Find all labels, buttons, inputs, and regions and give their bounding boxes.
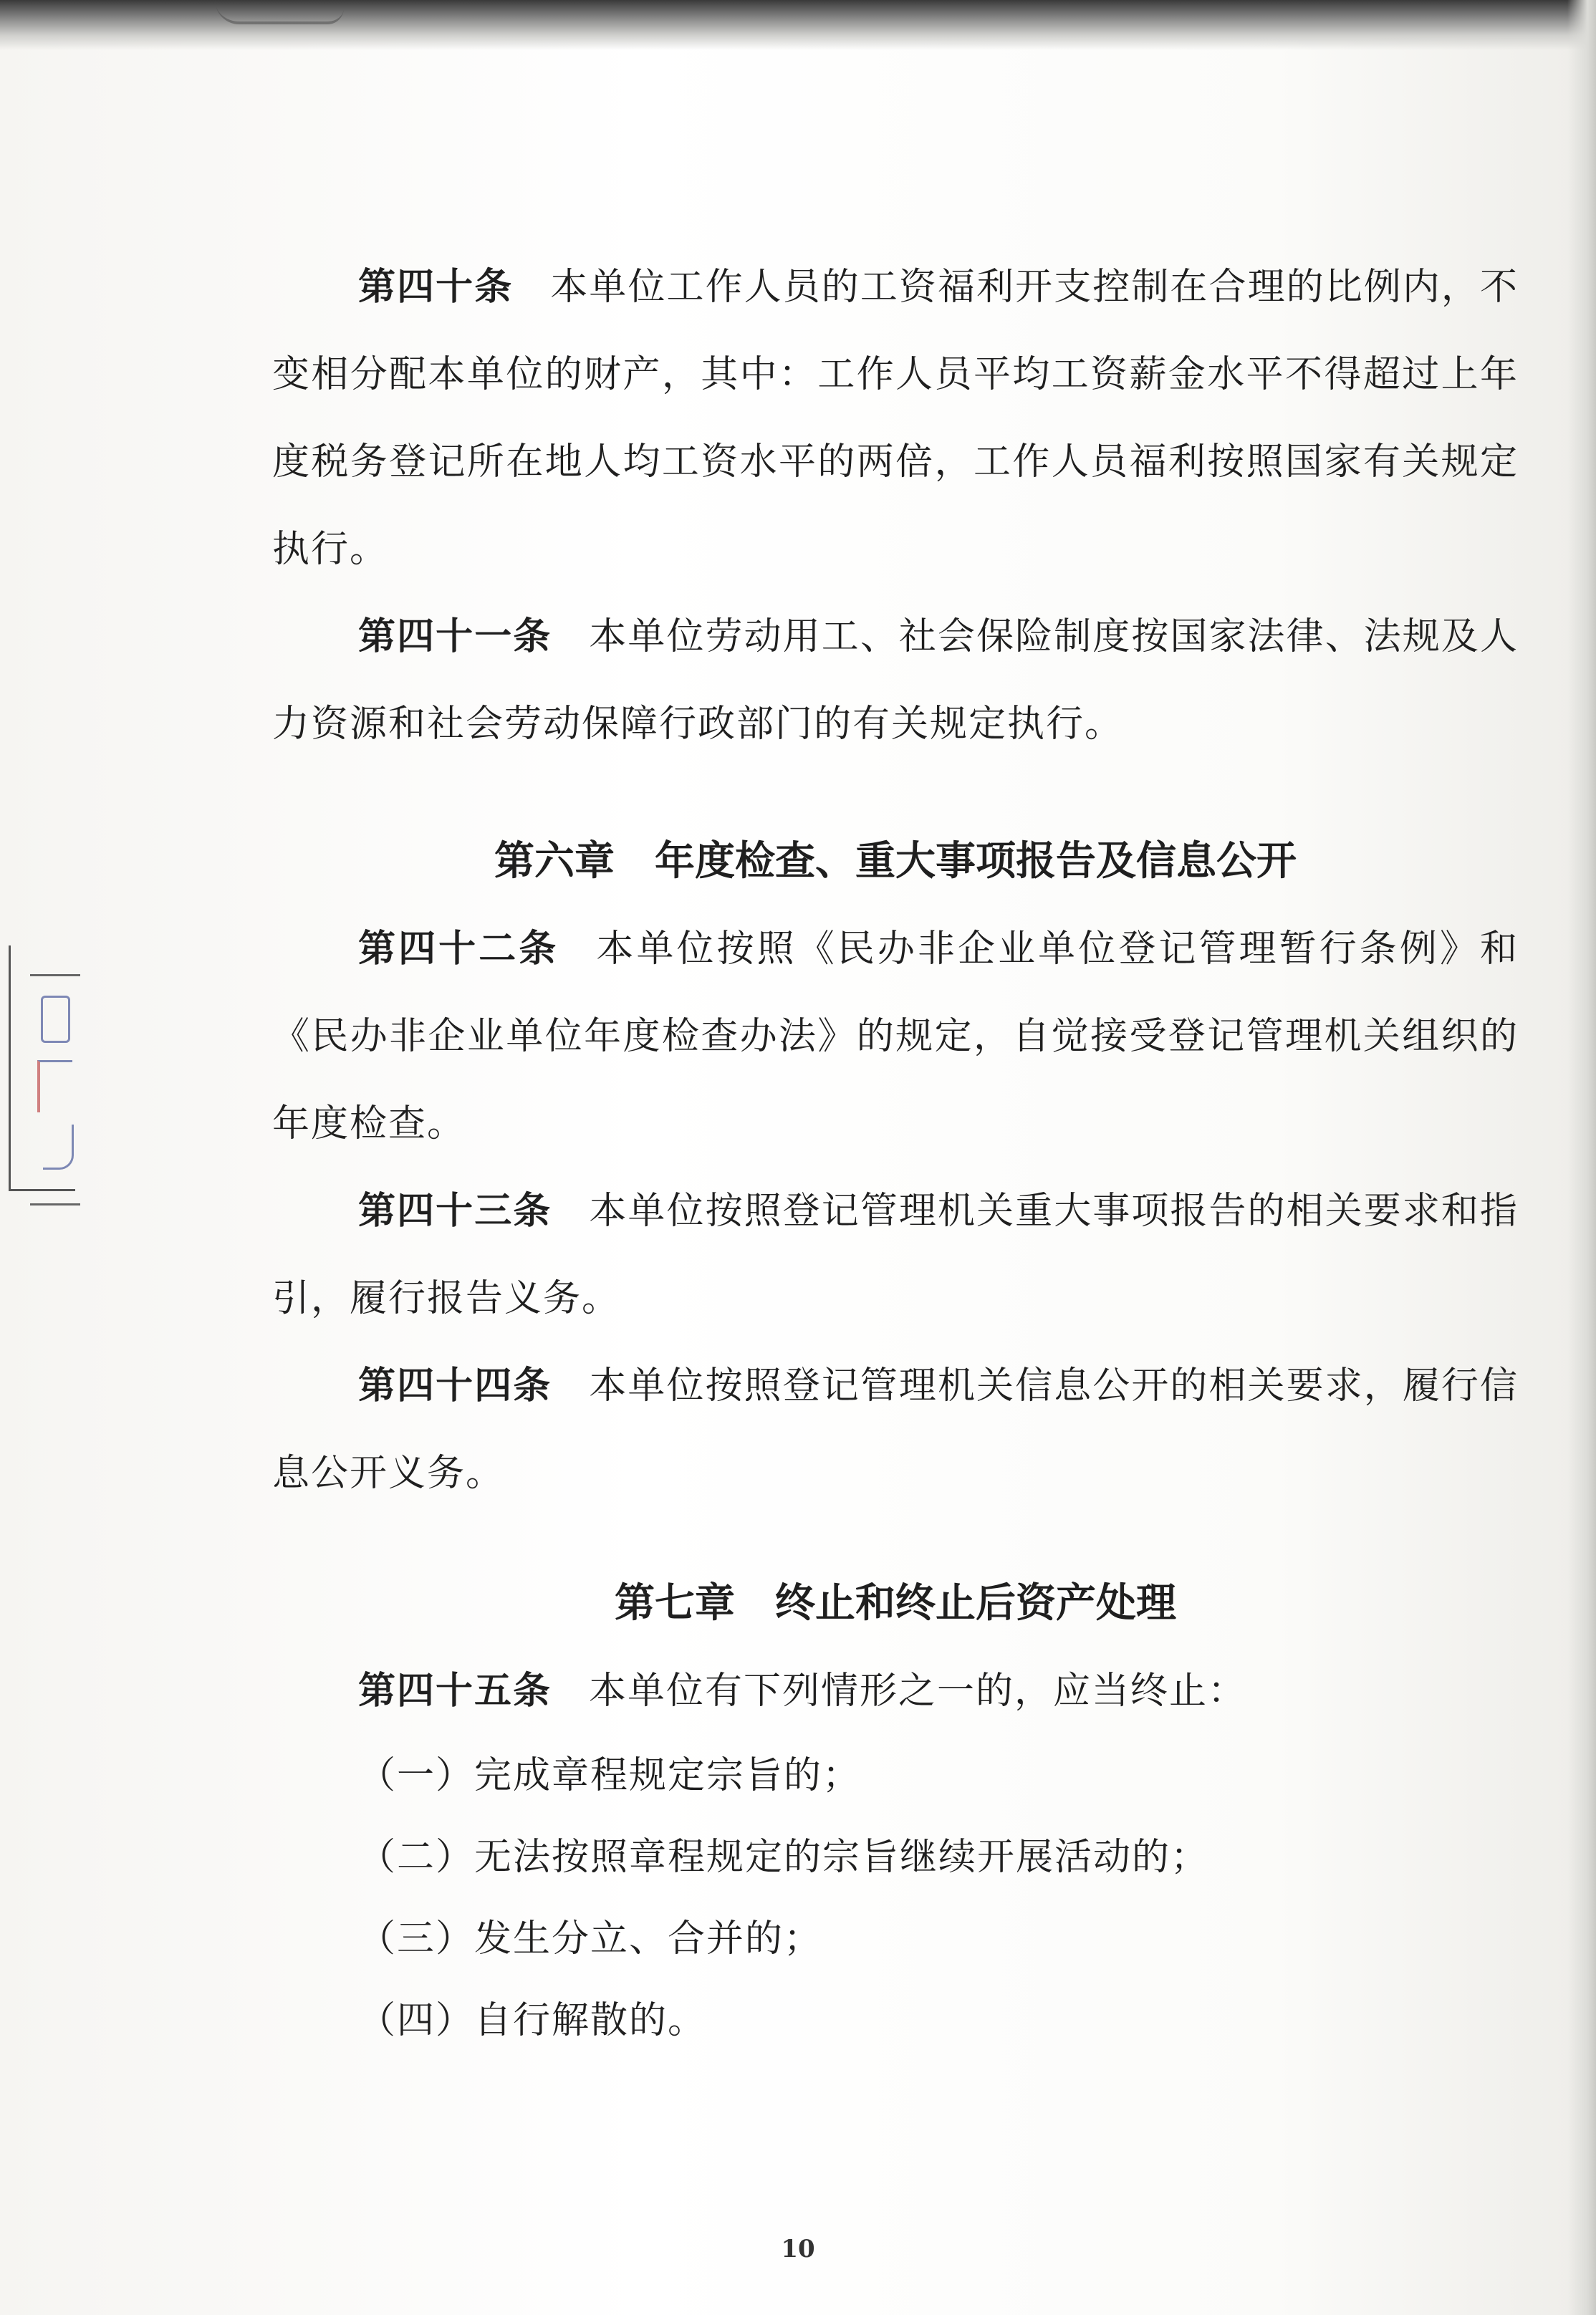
- chapter-7-heading: [272, 1560, 1519, 1647]
- article-number: 第四十一条: [358, 615, 552, 658]
- binding-stamp: [9, 931, 80, 1218]
- list-item: （三）发生分立、合并的；: [358, 1917, 823, 1960]
- article-number: 第四十四条: [358, 1365, 552, 1407]
- article-text: 本单位按照《民办非企业单位登记管理暂行条例》和《民办非企业单位年度检查办法》的规定，自觉接受登记管理机关组织的年度检查。: [272, 928, 1519, 1145]
- article-text: 本单位有下列情形之一的，应当终止：: [589, 1670, 1247, 1713]
- chapter-title: 终止和终止后资产处理: [775, 1580, 1176, 1627]
- article-number: 第四十二条: [358, 928, 559, 971]
- article-42: [272, 905, 1519, 1168]
- article-40: [272, 244, 1519, 593]
- article-text: 本单位工作人员的工资福利开支控制在合理的比例内，不变相分配本单位的财产，其中：工作人员平均工资薪金水平不得超过上年度税务登记所在地人均工资水平的两倍，工作人员福利按照国家有关规定执行。: [272, 266, 1519, 571]
- chapter-number: 第六章: [494, 838, 615, 885]
- article-43: [272, 1168, 1519, 1342]
- article-number: 第四十五条: [358, 1670, 552, 1713]
- article-text: 本单位劳动用工、社会保险制度按国家法律、法规及人力资源和社会劳动保障行政部门的有关规定执行。: [272, 615, 1519, 746]
- article-41: [272, 593, 1519, 768]
- handwritten-mark: [215, 0, 344, 24]
- article-text: 本单位按照登记管理机关重大事项报告的相关要求和指引，履行报告义务。: [272, 1190, 1519, 1320]
- article-text: 本单位按照登记管理机关信息公开的相关要求，履行信息公开义务。: [272, 1365, 1519, 1495]
- chapter-6-heading: [272, 818, 1519, 905]
- article-44: [272, 1342, 1519, 1517]
- article-number: 第四十条: [358, 266, 514, 309]
- chapter-title: 年度检查、重大事项报告及信息公开: [655, 838, 1297, 885]
- list-item: （一）完成章程规定宗旨的；: [358, 1754, 862, 1797]
- list-item: （四）自行解散的。: [358, 1999, 707, 2042]
- article-number: 第四十三条: [358, 1190, 552, 1233]
- article-45: [272, 1647, 1519, 1735]
- chapter-number: 第七章: [615, 1580, 735, 1627]
- document-body: [272, 244, 1519, 2061]
- scan-right-shadow: [1567, 0, 1596, 2315]
- list-item: （二）无法按照章程规定的宗旨继续开展活动的；: [358, 1836, 1210, 1879]
- page-number: 10: [781, 2235, 815, 2263]
